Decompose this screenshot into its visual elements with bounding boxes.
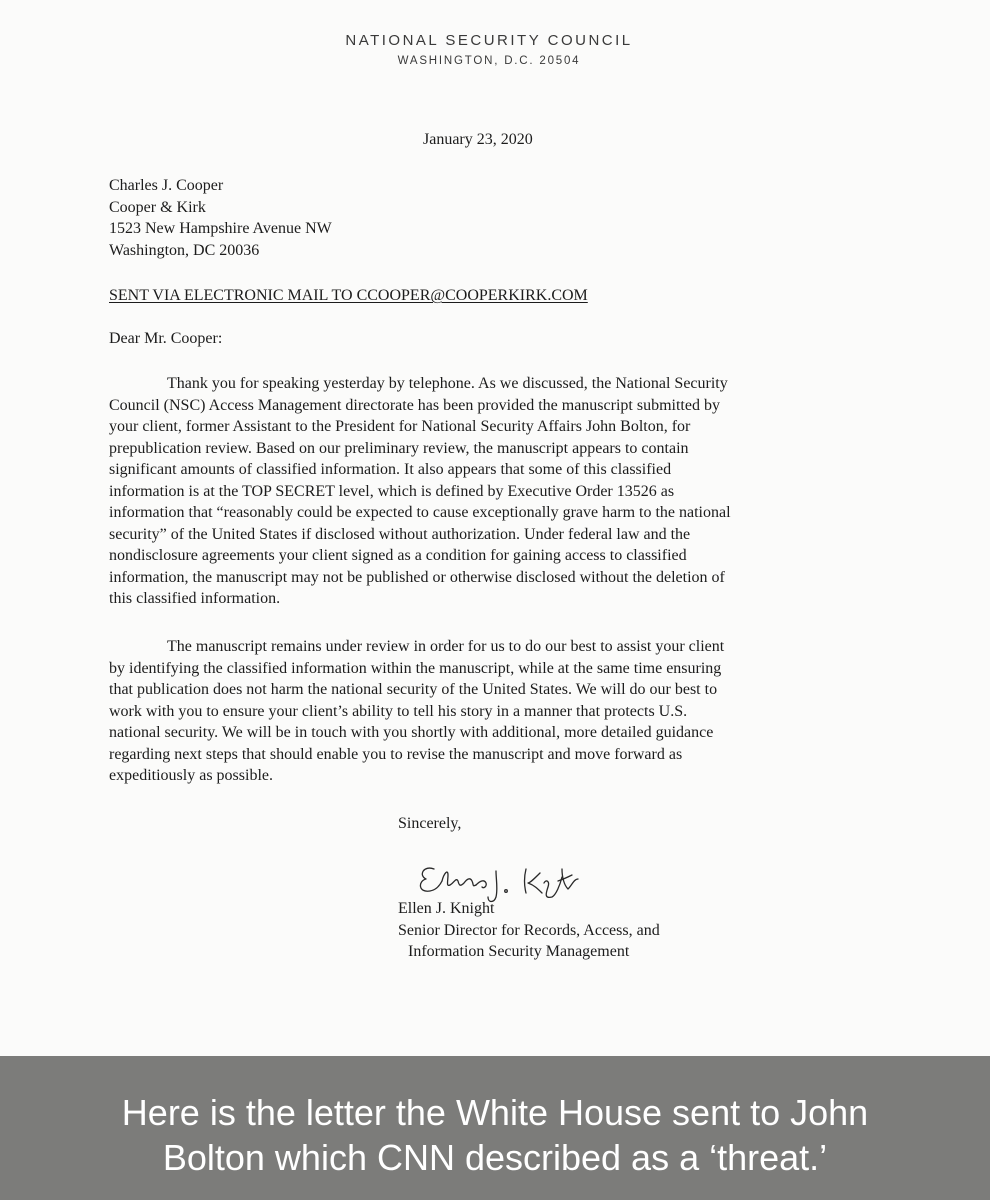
paragraph-line: information that “reasonably could be expected to cause exceptionally grave harm to the national	[109, 504, 731, 521]
letter-date: January 23, 2020	[423, 131, 533, 148]
paragraph-line: information, the manuscript may not be published or otherwise disclosed without the deletion of	[109, 568, 725, 586]
letterhead-address: WASHINGTON, D.C. 20504	[397, 55, 581, 67]
paragraph-line: significant amounts of classified information. It also appears that some of this classified	[109, 461, 672, 478]
paragraph-line: The manuscript remains under review in order for us to do our best to assist your client	[167, 638, 725, 655]
recipient-street: 1523 New Hampshire Avenue NW	[109, 220, 332, 237]
body-paragraph-1	[109, 373, 824, 610]
paragraph-line: security” of the United States if disclosed without authorization. Under federal law and the	[109, 525, 691, 543]
body-paragraph-2	[109, 636, 824, 787]
letterhead-organization: NATIONAL SECURITY COUNCIL	[345, 32, 633, 49]
signer-name: Ellen J. Knight	[398, 900, 495, 917]
paragraph-line: by identifying the classified information within the manuscript, while at the same time ensuring	[109, 659, 722, 677]
paragraph-line: Thank you for speaking yesterday by telephone. As we discussed, the National Security	[167, 375, 728, 392]
caption-overlay	[0, 1090, 990, 1180]
closing: Sincerely,	[398, 815, 462, 832]
recipient-name: Charles J. Cooper	[109, 177, 224, 194]
caption-line-2: Bolton which CNN described as a ‘threat.’	[162, 1137, 828, 1178]
caption-line-1: Here is the letter the White House sent to John	[121, 1092, 869, 1133]
paragraph-line: this classified information.	[109, 590, 281, 607]
delivery-notice: SENT VIA ELECTRONIC MAIL TO CCOOPER@COOPERKIRK.COM	[109, 287, 588, 304]
paragraph-line: Council (NSC) Access Management directorate has been provided the manuscript submitted by	[109, 396, 720, 414]
paragraph-line: regarding next steps that should enable you to revise the manuscript and move forward as	[109, 745, 683, 763]
signer-title-2: Information Security Management	[408, 943, 630, 960]
recipient-firm: Cooper & Kirk	[109, 198, 206, 216]
paragraph-line: nondisclosure agreements your client signed as a condition for gaining access to classified	[109, 547, 687, 564]
paragraph-line: information is at the TOP SECRET level, which is defined by Executive Order 13526 as	[109, 482, 675, 500]
paragraph-line: your client, former Assistant to the President for National Security Affairs John Bolton, for	[109, 418, 691, 435]
salutation: Dear Mr. Cooper:	[109, 330, 223, 347]
paragraph-line: work with you to ensure your client’s ability to tell his story in a manner that protects U.S.	[109, 702, 688, 720]
recipient-address	[109, 175, 332, 261]
signer-block	[398, 898, 660, 963]
recipient-city: Washington, DC 20036	[109, 241, 260, 259]
paragraph-line: expeditiously as possible.	[109, 767, 273, 784]
signer-title-1: Senior Director for Records, Access, and	[398, 921, 660, 939]
paragraph-line: national security. We will be in touch with you shortly with additional, more detailed guidance	[109, 724, 714, 741]
paragraph-line: prepublication review. Based on our preliminary review, the manuscript appears to contain	[109, 439, 689, 457]
letterhead	[0, 32, 990, 67]
paragraph-line: that publication does not harm the national security of the United States. We will do our best to	[109, 681, 718, 698]
